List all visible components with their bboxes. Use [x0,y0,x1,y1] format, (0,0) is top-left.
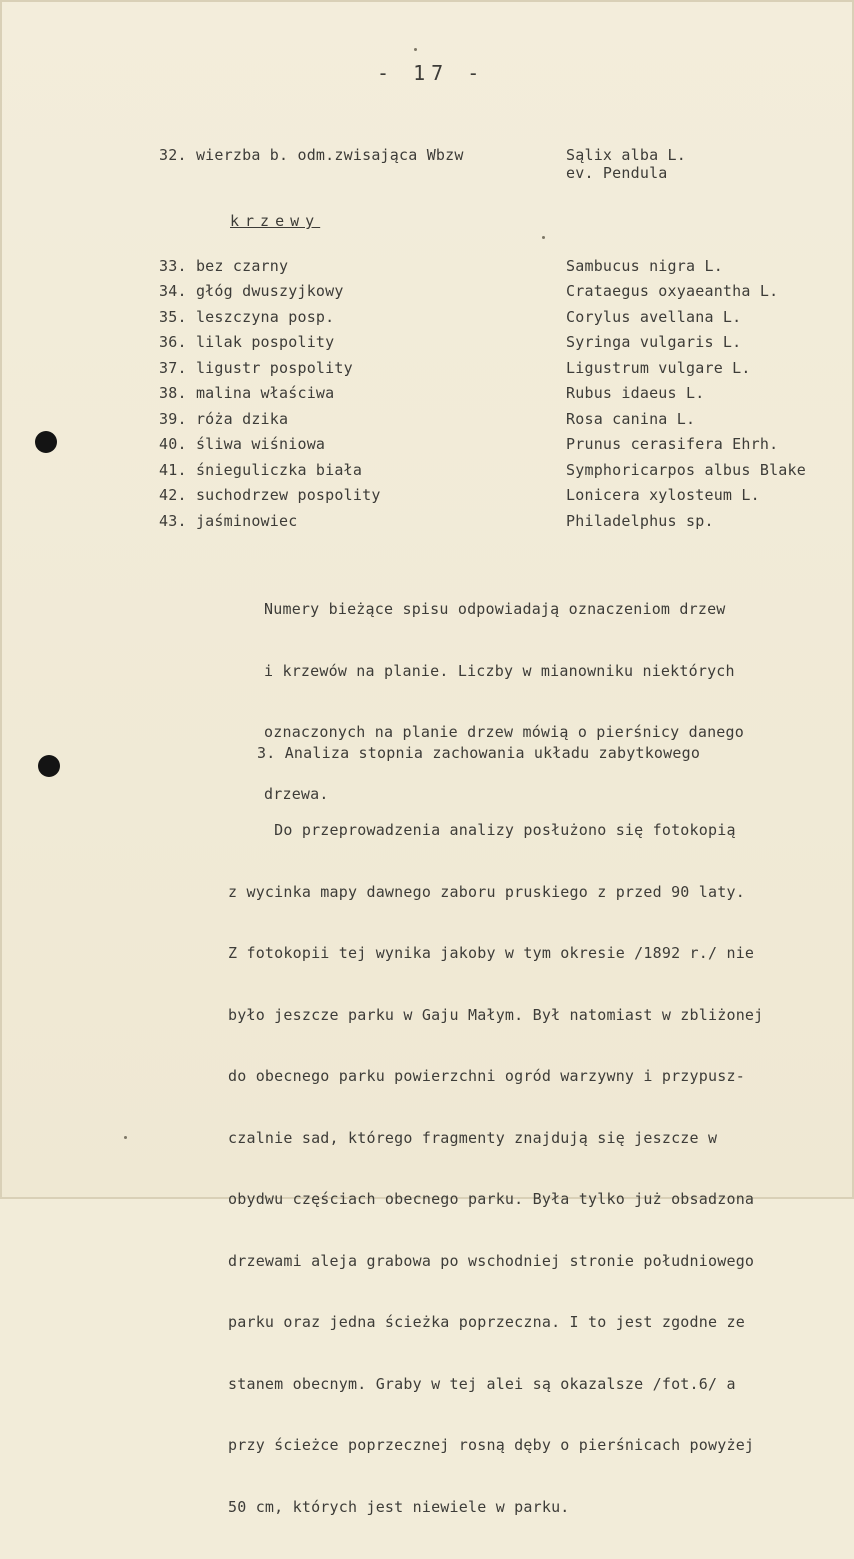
item-name: ligustr pospolity [195,359,353,377]
item-name: bez czarny [195,257,289,275]
item-name: głóg dwuszyjkowy [195,282,344,300]
list-item [159,282,344,300]
item-number: 37. [159,359,187,377]
list-item [159,512,297,530]
paragraph-line: było jeszcze parku w Gaju Małym. Był natomiast w zbliżonej [228,1005,764,1024]
page-number: - 17 - [377,61,486,85]
item-number: 33. [159,257,187,275]
item-number: 38. [159,384,187,402]
item-latin: Rubus idaeus L. [566,384,705,402]
item-name: lilak pospolity [195,333,335,351]
analysis-paragraph [228,785,828,1559]
item-latin: Lonicera xylosteum L. [566,486,760,504]
item-name: suchodrzew pospolity [195,486,381,504]
paragraph-line: obydwu częściach obecnego parku. Była tylko już obsadzona [228,1190,755,1208]
item-latin: Symphoricarpos albus Blake [566,461,806,479]
paper-speck [414,48,417,51]
list-item [159,410,288,428]
note-line: Numery bieżące spisu odpowiadają oznaczeniom drzew [264,600,726,618]
list-item [159,384,334,402]
item-number: 41. [159,461,187,479]
item-name: malina właściwa [195,384,335,402]
paragraph-line: z wycinka mapy dawnego zaboru pruskiego z przed 90 laty. [228,882,745,901]
item-name: leszczyna posp. [195,308,335,326]
item-name: róża dzika [195,410,289,428]
item-number: 40. [159,435,187,453]
item-name: śliwa wiśniowa [195,435,326,453]
paragraph-line: czalnie sad, którego fragmenty znajdują się jeszcze w [228,1128,718,1147]
list-item [159,359,353,377]
paragraph-line: 50 cm, których jest niewiele w parku. [228,1497,570,1516]
item-latin: Philadelphus sp. [566,512,714,530]
item-number: 39. [159,410,187,428]
note-line: i krzewów na planie. Liczby w mianowniku niektórych [264,661,735,680]
list-item [159,333,334,351]
item-latin: Crataegus oxyaeantha L. [566,282,779,300]
paragraph-line: stanem obecnym. Graby w tej alei są okazalsze /fot.6/ a [228,1374,736,1393]
shrubs-heading: krzewy [230,212,321,230]
list-item [159,308,334,326]
item-latin: Syringa vulgaris L. [566,333,742,351]
paragraph-line: Do przeprowadzenia analizy posłużono się fotokopią [228,821,736,839]
tree-entry-number-name [159,146,464,164]
section-title: 3. Analiza stopnia zachowania układu zabytkowego [257,744,701,762]
item-latin: Corylus avellana L. [566,308,742,326]
paragraph-line: przy ścieżce poprzecznej rosną dęby o pierśnicach powyżej [228,1436,755,1454]
entry-latin-line1: Sąlix alba L. [566,146,686,164]
item-number: 34. [159,282,187,300]
paragraph-line: parku oraz jedna ścieżka poprzeczna. I to jest zgodne ze [228,1313,745,1331]
entry-latin-line2: ev. Pendula [566,164,668,182]
item-latin: Prunus cerasifera Ehrh. [566,435,779,453]
item-number: 43. [159,512,187,530]
punch-hole [38,755,60,777]
list-item [159,486,381,504]
item-number: 42. [159,486,187,504]
note-line: oznaczonych na planie drzew mówią o pierśnicy danego [264,723,744,741]
list-item [159,435,325,453]
paragraph-line: Z fotokopii tej wynika jakoby w tym okresie /1892 r./ nie [228,944,755,962]
item-name: jaśminowiec [195,512,298,530]
list-item [159,461,362,479]
entry-number: 32. [159,146,187,164]
entry-name: wierzba b. odm.zwisająca Wbzw [195,146,464,164]
paper-speck [124,1136,127,1139]
punch-hole [35,431,57,453]
item-number: 35. [159,308,187,326]
paper-speck [542,236,545,239]
item-number: 36. [159,333,187,351]
item-latin: Ligustrum vulgare L. [566,359,751,377]
note-line: drzewa. [264,784,329,803]
item-name: śnieguliczka biała [195,461,363,479]
list-item [159,257,288,275]
item-latin: Rosa canina L. [566,410,696,428]
paragraph-line: drzewami aleja grabowa po wschodniej stronie południowego [228,1251,755,1270]
item-latin: Sambucus nigra L. [566,257,723,275]
paragraph-line: do obecnego parku powierzchni ogród warzywny i przypusz- [228,1067,745,1085]
